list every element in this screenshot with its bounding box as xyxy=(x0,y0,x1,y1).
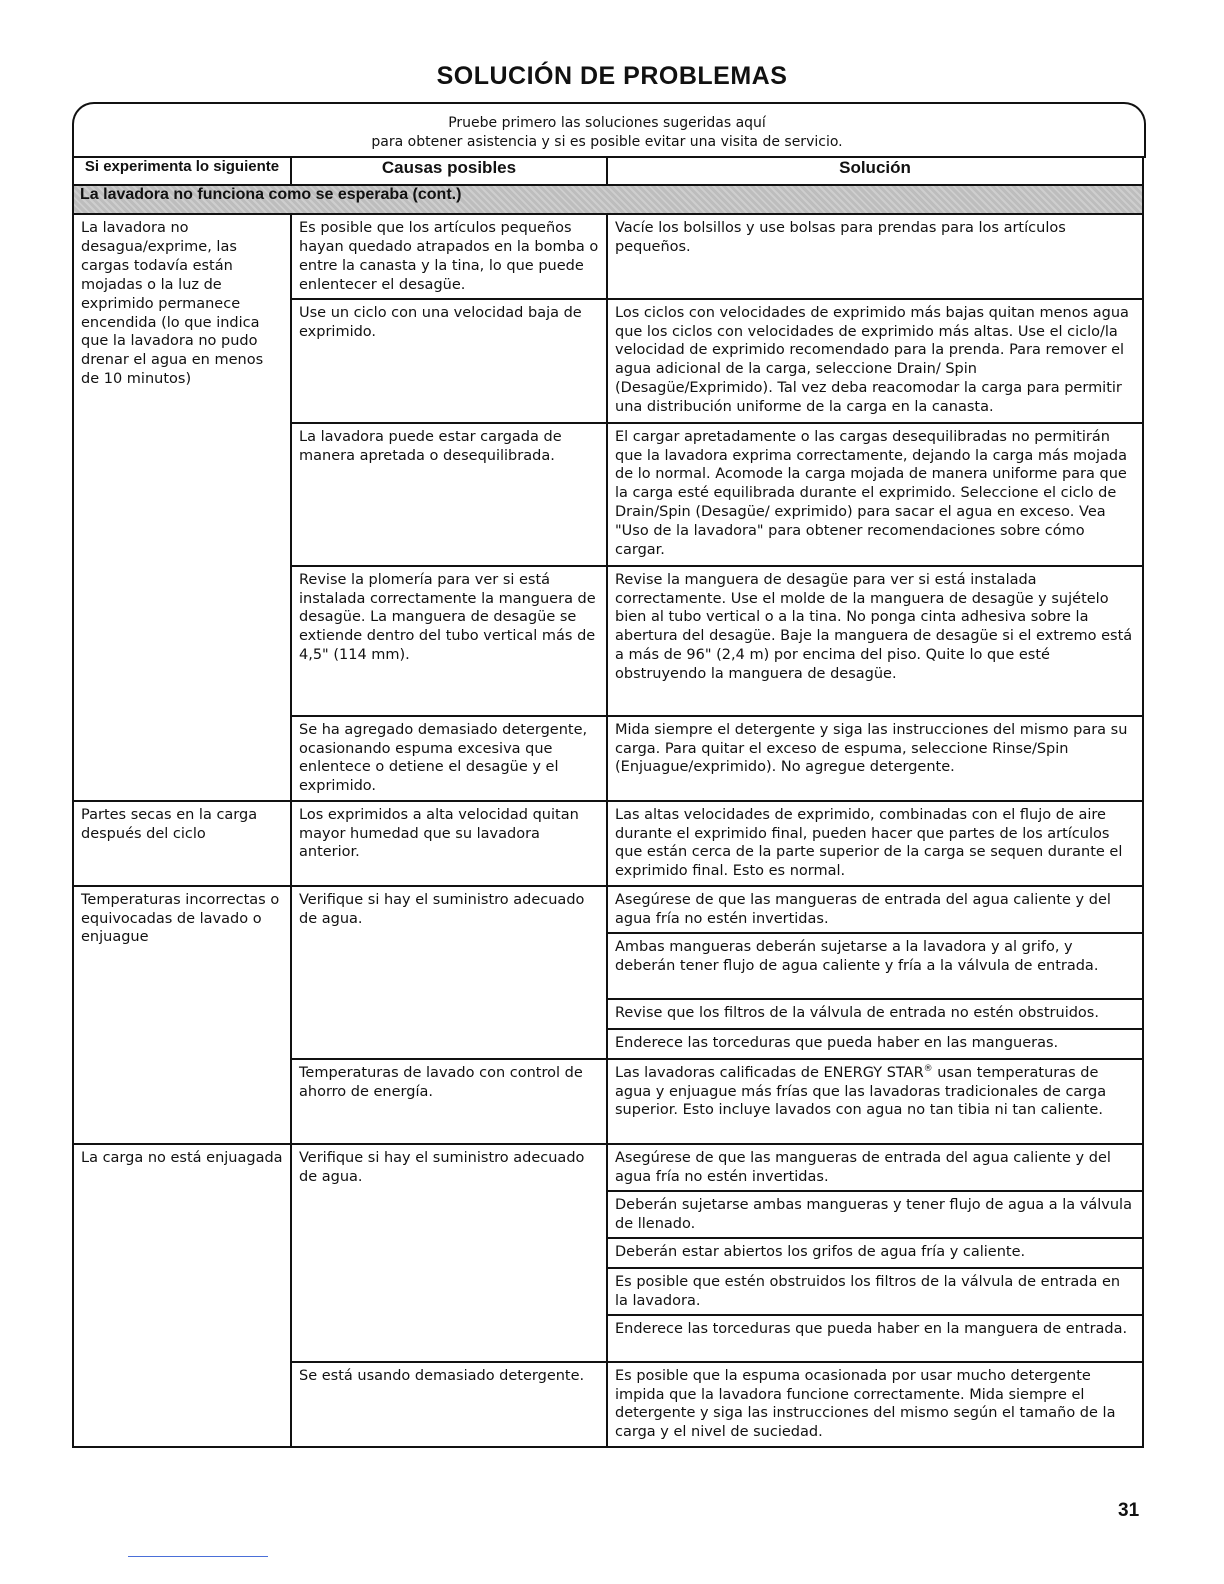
symptom-cell: La lavadora no desagua/exprime, las cargas todavía están mojadas o la luz de exprimido permanece encendida (lo que indica que la lavadora no pudo drenar el agua en menos de 10 minutos) xyxy=(73,214,291,801)
solution-cell: Es posible que estén obstruidos los filtros de la válvula de entrada en la lavadora. xyxy=(607,1268,1143,1315)
solution-cell: Ambas mangueras deberán sujetarse a la lavadora y al grifo, y deberán tener flujo de agua caliente y fría a la válvula de entrada. xyxy=(607,933,1143,999)
solution-cell: Revise la manguera de desagüe para ver si está instalada correctamente. Use el molde de la manguera de desagüe y sujételo bien al tubo vertical o a la tina. No ponga cinta adhesiva sobre la abertura del desagüe. Baje la manguera de desagüe si el extremo está a más de 96" (2,4 m) por encima del piso. Quite lo que esté obstruyendo la manguera de desagüe. xyxy=(607,566,1143,716)
solution-cell: Asegúrese de que las mangueras de entrada del agua caliente y del agua fría no estén invertidas. xyxy=(607,886,1143,933)
table-row xyxy=(73,214,1143,299)
intro-line-1: Pruebe primero las soluciones sugeridas aquí xyxy=(448,115,766,131)
table-row xyxy=(73,1144,1143,1191)
cause-cell: Revise la plomería para ver si está instalada correctamente la manguera de desagüe. La manguera de desagüe se extiende dentro del tubo vertical más de 4,5" (114 mm). xyxy=(291,566,607,716)
energy-star-text: Las lavadoras calificadas de ENERGY STAR xyxy=(615,1064,924,1081)
section-row xyxy=(73,185,1143,214)
energy-star-text-cont: usan temperaturas de agua y enjuague más frías que las lavadoras tradicionales de carga superior. Esto incluye lavados con agua no tan tibia ni tan caliente. xyxy=(615,1064,1107,1119)
cause-cell: Verifique si hay el suministro adecuado de agua. xyxy=(291,1144,607,1362)
header-causes: Causas posibles xyxy=(291,157,607,185)
solution-cell: Las altas velocidades de exprimido, combinadas con el flujo de aire durante el exprimido final, pueden hacer que partes de los artículos que están cerca de la parte superior de la carga se sequen durante el exprimido final. Esto es normal. xyxy=(607,801,1143,886)
header-symptom: Si experimenta lo siguiente xyxy=(73,157,291,185)
cause-cell: Los exprimidos a alta velocidad quitan mayor humedad que su lavadora anterior. xyxy=(291,801,607,886)
cause-cell: Se ha agregado demasiado detergente, ocasionando espuma excesiva que enlentece o detiene el desagüe y el exprimido. xyxy=(291,716,607,801)
footer-rule xyxy=(128,1556,268,1557)
cause-cell: Es posible que los artículos pequeños hayan quedado atrapados en la bomba o entre la canasta y la tina, lo que puede enlentecer el desagüe. xyxy=(291,214,607,299)
solution-cell: Deberán estar abiertos los grifos de agua fría y caliente. xyxy=(607,1238,1143,1268)
cause-cell: Verifique si hay el suministro adecuado de agua. xyxy=(291,886,607,1059)
cause-cell: Use un ciclo con una velocidad baja de exprimido. xyxy=(291,299,607,423)
solution-cell: Enderece las torceduras que pueda haber en la manguera de entrada. xyxy=(607,1315,1143,1362)
header-solution: Solución xyxy=(607,157,1143,185)
page-number: 31 xyxy=(1118,1500,1140,1521)
page-title: SOLUCIÓN DE PROBLEMAS xyxy=(436,62,788,90)
section-title: La lavadora no funciona como se esperaba (cont.) xyxy=(73,185,1143,214)
cause-cell: Se está usando demasiado detergente. xyxy=(291,1362,607,1447)
solution-cell: Asegúrese de que las mangueras de entrada del agua caliente y del agua fría no estén invertidas. xyxy=(607,1144,1143,1191)
solution-cell: Deberán sujetarse ambas mangueras y tener flujo de agua a la válvula de llenado. xyxy=(607,1191,1143,1238)
troubleshooting-table xyxy=(72,156,1144,1448)
cause-cell: Temperaturas de lavado con control de ahorro de energía. xyxy=(291,1059,607,1144)
symptom-cell: Partes secas en la carga después del ciclo xyxy=(73,801,291,886)
intro-text xyxy=(72,114,1142,152)
symptom-cell: Temperaturas incorrectas o equivocadas de lavado o enjuague xyxy=(73,886,291,1144)
solution-cell: Revise que los filtros de la válvula de entrada no estén obstruidos. xyxy=(607,999,1143,1029)
solution-cell xyxy=(607,1059,1143,1144)
header-row xyxy=(73,157,1143,185)
table-row xyxy=(73,801,1143,886)
solution-cell: Vacíe los bolsillos y use bolsas para prendas para los artículos pequeños. xyxy=(607,214,1143,299)
intro-line-2: para obtener asistencia y si es posible evitar una visita de servicio. xyxy=(371,134,843,150)
solution-cell: Los ciclos con velocidades de exprimido más bajas quitan menos agua que los ciclos con velocidades de exprimido más altas. Use el ciclo/la velocidad de exprimido recomendado para la prenda. Para remover el agua adicional de la carga, seleccione Drain/ Spin (Desagüe/Exprimido). Tal vez deba reacomodar la carga para permitir una distribución uniforme de la carga en la canasta. xyxy=(607,299,1143,423)
solution-cell: El cargar apretadamente o las cargas desequilibradas no permitirán que la lavadora exprima correctamente, dejando la carga más mojada de lo normal. Acomode la carga mojada de manera uniforme para que la carga esté equilibrada durante el exprimido. Seleccione el ciclo de Drain/Spin (Desagüe/ exprimido) para sacar el agua en exceso. Vea "Uso de la lavadora" para obtener recomendaciones sobre cómo cargar. xyxy=(607,423,1143,566)
solution-cell: Enderece las torceduras que pueda haber en las mangueras. xyxy=(607,1029,1143,1059)
cause-cell: La lavadora puede estar cargada de manera apretada o desequilibrada. xyxy=(291,423,607,566)
solution-cell: Es posible que la espuma ocasionada por usar mucho detergente impida que la lavadora funcione correctamente. Mida siempre el detergente y siga las instrucciones del mismo según el tamaño de la carga y el nivel de suciedad. xyxy=(607,1362,1143,1447)
solution-cell: Mida siempre el detergente y siga las instrucciones del mismo para su carga. Para quitar el exceso de espuma, seleccione Rinse/Spin (Enjuague/exprimido). No agregue detergente. xyxy=(607,716,1143,801)
symptom-cell: La carga no está enjuagada xyxy=(73,1144,291,1447)
table-row xyxy=(73,886,1143,933)
registered-mark: ® xyxy=(923,1063,933,1074)
